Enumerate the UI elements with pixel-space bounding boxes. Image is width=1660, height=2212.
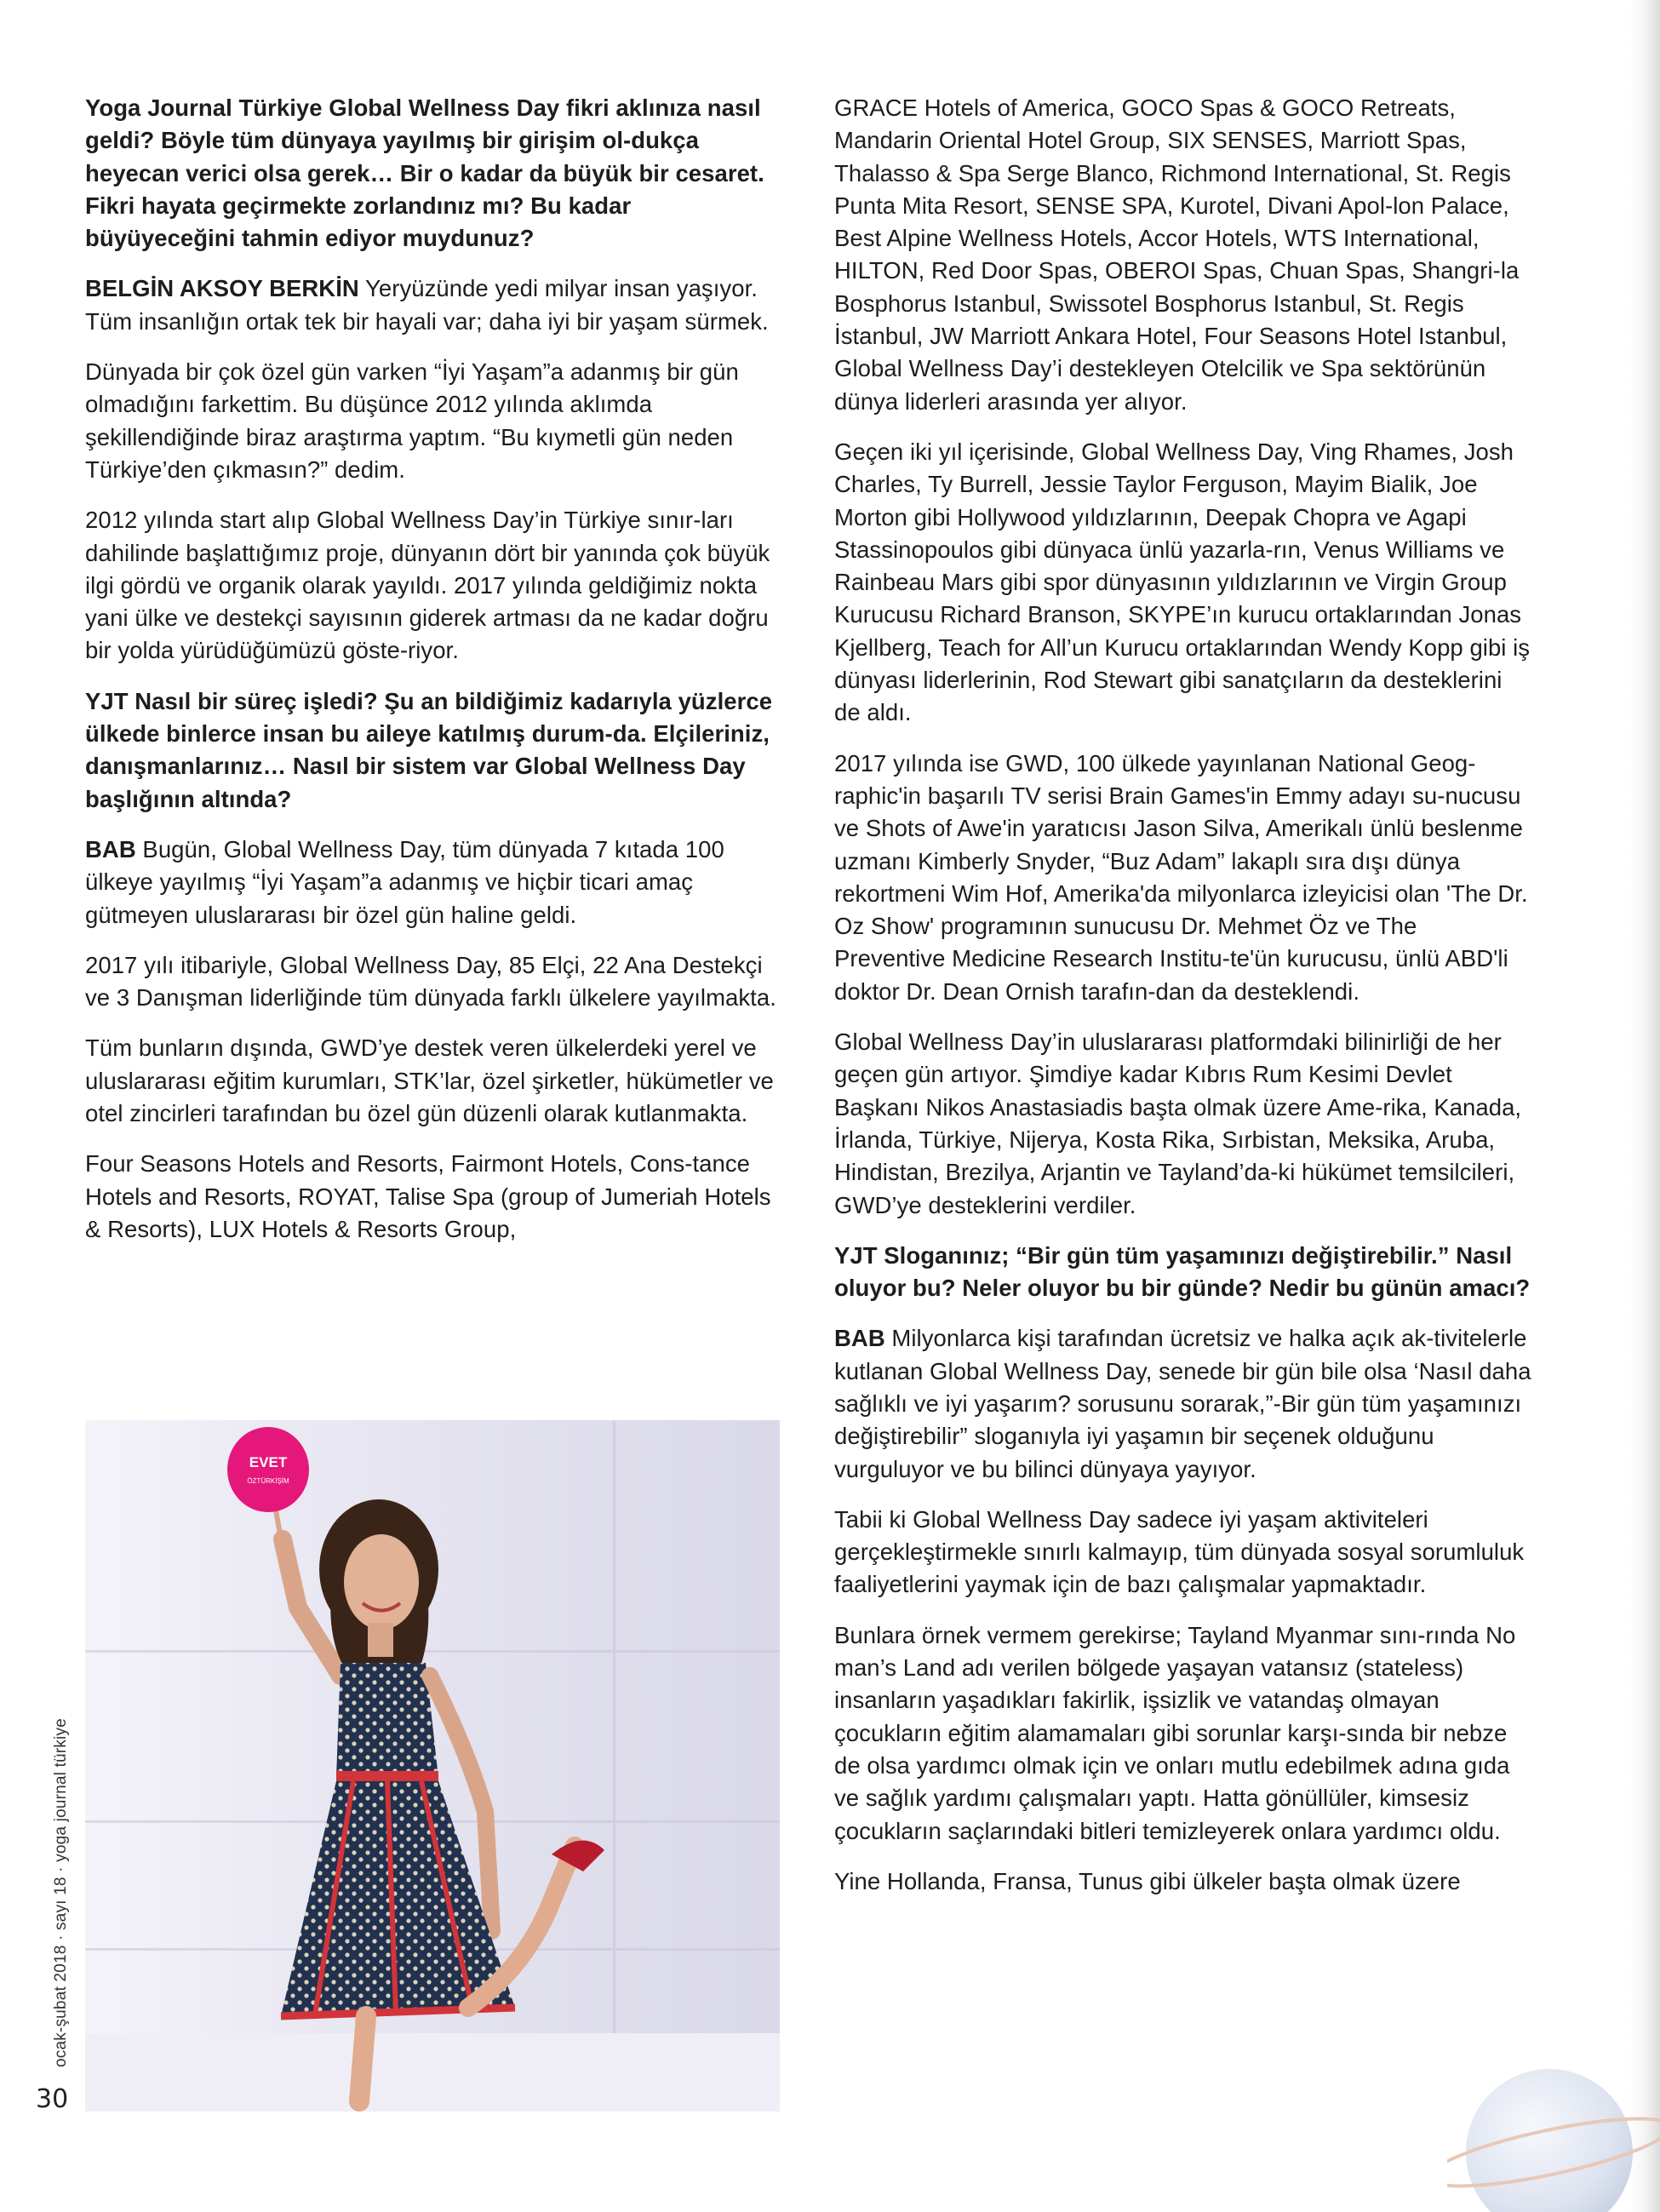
answer-paragraph: 2017 yılında ise GWD, 100 ülkede yayınlanan National Geog-raphic'in başarılı TV serisi Brain Games'in Emmy adayı su-nucusu ve Shots of Awe'in yaratıcısı Jason Silva, Amerikalı ünlü beslenme uzmanı Kimberly Snyder, “Buz Adam” lakaplı sıra dışı dünya rekortmeni Wim Hof, Amerika'da milyonlarca izleyicisi olan 'The Dr. Oz Show' programının sunucusu Dr. Mehmet Öz ve The Preventive Medicine Research Institu-te'ün kurucusu, ünlü ABD'li doktor Dr. Dean Ornish tarafın-dan da desteklendi. — [834, 749, 1528, 1005]
answer-paragraph: 2012 yılında start alıp Global Wellness Day’in Türkiye sınır-ları dahilinde başlattığımız proje, dünyanın dört bir yanında çok büyük ilgi gördü ve organik olarak yayıldı. 2017 yılında geldiğimiz nokta yani ülke ve destekçi sayısının giderek artması da ne kadar doğru bir yolda yürüdüğümüzü göste-riyor. — [85, 507, 770, 664]
answer-paragraph: Bunlara örnek vermem gerekirse; Tayland Myanmar sını-rında No man’s Land adı verilen bölgede yaşayan vatansız (stateless) insanların yaşadıkları fakirlik, işsizlik ve vatandaş olmayan çocukların eğitim alamamaları gibi sorunlar karşı-sında bir nebze de olsa yardımcı olmak için ve onları mutlu edebilmek adına gıda ve sağlık yardımı çalışmaları yaptı. Hatta gönüllüler, kimsesiz çocukların saçlarındaki bitleri temizleyerek onlara yardımcı oldu. — [834, 1621, 1516, 1844]
sign-text: EVET — [249, 1454, 288, 1470]
woman-photo — [85, 1420, 780, 2112]
answer-paragraph: Tüm bunların dışında, GWD’ye destek veren ülkelerdeki yerel ve uluslararası eğitim kurumları, STK’lar, özel şirketler, hükümetler ve otel zincirleri tarafından bu özel gün düzenli olarak kutlanmakta. — [85, 1034, 774, 1127]
answer-paragraph: GRACE Hotels of America, GOCO Spas & GOCO Retreats, Mandarin Oriental Hotel Group, SIX SENSES, Marriott Spas, Thalasso & Spa Serge Blanco, Richmond International, St. Regis Punta Mita Resort, SENSE SPA, Kurotel, Divani Apol-lon Palace, Best Alpine Wellness Hotels, Accor Hotels, WTS International, HILTON, Red Door Spas, OBEROI Spas, Chuan Spas, Shangri-la Bosphorus Istanbul, Swissotel Bosphorus Istanbul, St. Regis İstanbul, JW Marriott Ankara Hotel, Four Seasons Hotel Istanbul, Global Wellness Day’i destekleyen Otelcilik ve Spa sektörünün dünya liderleri arasında yer alıyor. — [834, 95, 1520, 415]
planet-decoration — [1447, 2033, 1660, 2212]
answer-paragraph: BAB Bugün, Global Wellness Day, tüm dünyada 7 kıtada 100 ülkeye yayılmış “İyi Yaşam”a adanmış ve hiçbir ticari amaç gütmeyen uluslararası bir özel gün haline geldi. — [85, 835, 724, 928]
answer-paragraph: Four Seasons Hotels and Resorts, Fairmont Hotels, Cons-tance Hotels and Resorts, ROYAT, Talise Spa (group of Jumeriah Hotels & Resorts), LUX Hotels & Resorts Group, — [85, 1150, 771, 1242]
question-paragraph: Yoga Journal Türkiye Global Wellness Day fikri aklınıza nasıl geldi? Böyle tüm dünyaya yayılmış bir girişim ol-dukça heyecan verici olsa gerek… Bir o kadar da büyük bir cesaret. Fikri hayata geçirmekte zorlandınız mı? Bu kadar büyüyeceğini tahmin ediyor muydunuz? — [85, 95, 764, 252]
question-paragraph: YJT Nasıl bir süreç işledi? Şu an bildiğimiz kadarıyla yüzlerce ülkede binlerce insan bu aileye katılmış durum-da. Elçileriniz, danışmanlarınız… Nasıl bir sistem var Global Wellness Day başlığının altında? — [85, 687, 773, 812]
page-number: 30 — [36, 2084, 69, 2114]
page-edge-shadow — [1629, 0, 1660, 2212]
right-column — [834, 92, 1532, 1916]
answer-paragraph: BAB Milyonlarca kişi tarafından ücretsiz ve halka açık ak-tivitelerle kutlanan Global Wellness Day, senede bir gün bile olsa ‘Nasıl daha sağlıklı ve iyi yaşarım? sorusunu sorarak,”-Bir gün tüm yaşamınızı değiştirebilir” sloganıyla iyi yaşamın bir seçenek olduğunu vurguluyor ve bu bilinci dünyaya yayıyor. — [834, 1325, 1531, 1482]
answer-paragraph: Dünyada bir çok özel gün varken “İyi Yaşam”a adanmış bir gün olmadığını farkettim. Bu düşünce 2012 yılında aklımda şekillendiğinde biraz araştırma yaptım. “Bu kıymetli gün neden Türkiye’den çıkmasın?” dedim. — [85, 358, 739, 483]
answer-paragraph: 2017 yılı itibariyle, Global Wellness Day, 85 Elçi, 22 Ana Destekçi ve 3 Danışman liderliğinde tüm dünyada farklı ülkelere yayılmakta. — [85, 951, 776, 1011]
left-column — [85, 92, 779, 1264]
sign-subtext: ÖZTÜRKİŞİM — [247, 1477, 289, 1485]
answer-paragraph: Geçen iki yıl içerisinde, Global Wellness Day, Ving Rhames, Josh Charles, Ty Burrell, Jessie Taylor Ferguson, Mayim Bialik, Joe Morton gibi Hollywood yıldızlarının, Deepak Chopra ve Agapi Stassinopoulos gibi dünyaca ünlü yazarla-rın, Venus Williams ve Rainbeau Mars gibi spor dünyasının yıldızlarının ve Virgin Group Kurucusu Richard Branson, SKYPE’ın kurucu ortaklarından Jonas Kjellberg, Teach for All’un Kurucu ortaklarından Wendy Kopp gibi iş dünyası liderlerinin, Rod Stewart gibi sanatçıların da desteklerini de aldı. — [834, 438, 1531, 726]
answer-paragraph: Yine Hollanda, Fransa, Tunus gibi ülkeler başta olmak üzere — [834, 1867, 1461, 1894]
answer-paragraph: Global Wellness Day’in uluslararası platformdaki bilinirliği de her geçen gün artıyor. Şimdiye kadar Kıbrıs Rum Kesimi Devlet Başkanı Nikos Anastasiadis başta olmak üzere Ame-rika, Kanada, İrlanda, Türkiye, Nijerya, Kosta Rika, Sırbistan, Meksika, Aruba, Hindistan, Brezilya, Arjantin ve Tayland’da-ki hükümet temsilcileri, GWD’ye desteklerini verdiler. — [834, 1029, 1522, 1218]
question-paragraph: YJT Sloganınız; “Bir gün tüm yaşamınızı değiştirebilir.” Nasıl oluyor bu? Neler oluyor bu bir günde? Nedir bu günün amacı? — [834, 1241, 1531, 1302]
side-caption: ocak-şubat 2018 · sayı 18 · yoga journal türkiye — [52, 1718, 70, 2067]
answer-paragraph: BELGİN AKSOY BERKİN Yeryüzünde yedi milyar insan yaşıyor. Tüm insanlığın ortak tek bir hayali var; daha iyi bir yaşam sürmek. — [85, 275, 769, 335]
answer-paragraph: Tabii ki Global Wellness Day sadece iyi yaşam aktiviteleri gerçekleştirmekle sınırlı kalmayıp, tüm dünyada sosyal sorumluluk faaliyetlerini yaymak için de bazı çalışmalar yapmaktadır. — [834, 1505, 1525, 1598]
woman-illustration — [85, 1420, 780, 2112]
